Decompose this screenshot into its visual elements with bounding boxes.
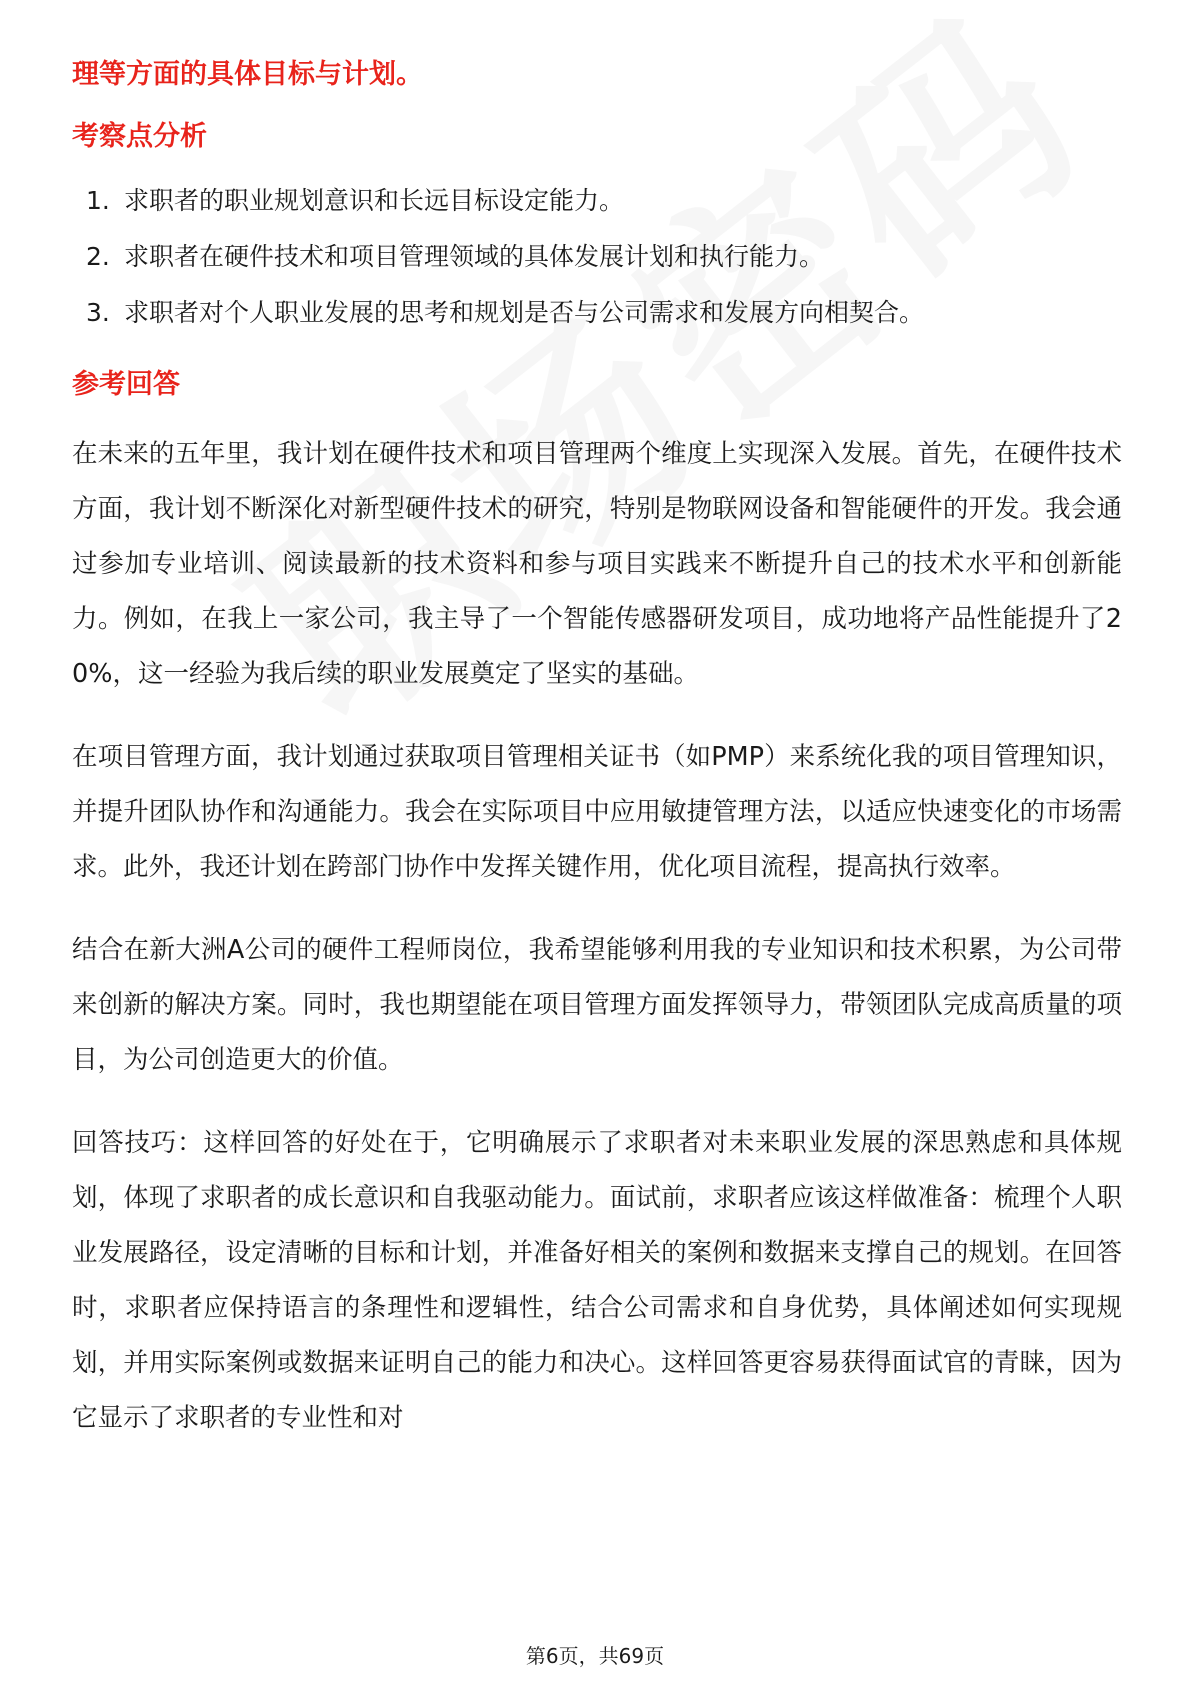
list-item-text: 求职者在硬件技术和项目管理领域的具体发展计划和执行能力。	[124, 242, 825, 271]
list-item-text: 求职者的职业规划意识和长远目标设定能力。	[124, 186, 625, 215]
answer-heading: 参考回答	[72, 369, 180, 400]
answer-tips-paragraph: 回答技巧：这样回答的好处在于，它明确展示了求职者对未来职业发展的深思熟虑和具体规划，体现了求职者的成长意识和自我驱动能力。面试前，求职者应该这样做准备：梳理个人职业发展路径，设定清晰的目标和计划，并准备好相关的案例和数据来支撑自己的规划。在回答时，求职者应保持语言的条理性和逻辑性，结合公司需求和自身优势，具体阐述如何实现规划，并用实际案例或数据来证明自己的能力和决心。这样回答更容易获得面试官的青睐，因为它显示了求职者的专业性和对	[72, 1128, 1122, 1433]
list-item	[72, 285, 1122, 341]
page-content	[72, 55, 1122, 1474]
list-item	[72, 229, 1122, 285]
list-item	[72, 173, 1122, 229]
intro-fragment: 理等方面的具体目标与计划。	[72, 59, 423, 90]
list-item-text: 求职者对个人职业发展的思考和规划是否与公司需求和发展方向相契合。	[124, 298, 925, 327]
analysis-heading: 考察点分析	[72, 121, 207, 152]
list-item-number: 1.	[86, 186, 110, 215]
analysis-list	[72, 173, 1122, 341]
answer-paragraph-company: 结合在新大洲A公司的硬件工程师岗位，我希望能够利用我的专业知识和技术积累，为公司带来创新的解决方案。同时，我也期望能在项目管理方面发挥领导力，带领团队完成高质量的项目，为公司创造更大的价值。	[72, 935, 1122, 1075]
list-item-number: 3.	[86, 298, 110, 327]
answer-paragraph-hardware: 在未来的五年里，我计划在硬件技术和项目管理两个维度上实现深入发展。首先，在硬件技术方面，我计划不断深化对新型硬件技术的研究，特别是物联网设备和智能硬件的开发。我会通过参加专业培训、阅读最新的技术资料和参与项目实践来不断提升自己的技术水平和创新能力。例如，在我上一家公司，我主导了一个智能传感器研发项目，成功地将产品性能提升了20%，这一经验为我后续的职业发展奠定了坚实的基础。	[72, 439, 1122, 689]
answer-paragraph-management: 在项目管理方面，我计划通过获取项目管理相关证书（如PMP）来系统化我的项目管理知识，并提升团队协作和沟通能力。我会在实际项目中应用敏捷管理方法，以适应快速变化的市场需求。此外，我还计划在跨部门协作中发挥关键作用，优化项目流程，提高执行效率。	[72, 742, 1122, 882]
page-number: 第6页，共69页	[525, 1644, 665, 1668]
list-item-number: 2.	[86, 242, 110, 271]
